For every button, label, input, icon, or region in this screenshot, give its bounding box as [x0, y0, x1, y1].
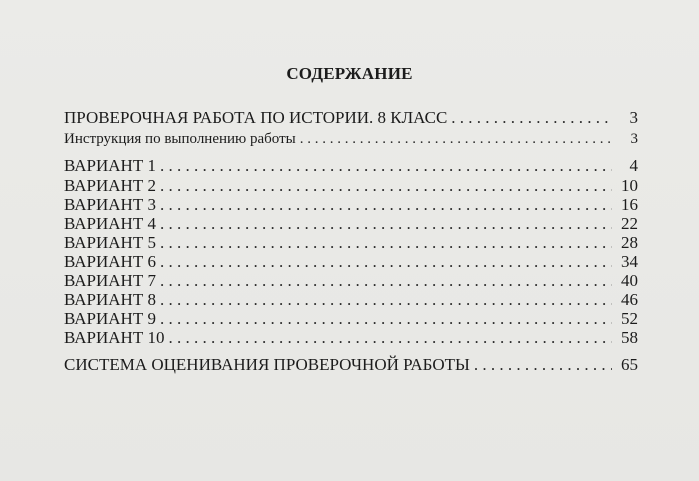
dot-leader	[160, 309, 612, 328]
toc-entry-label: ВАРИАНТ 3	[64, 195, 156, 214]
toc-entry-variant-2	[64, 176, 638, 195]
dot-leader	[160, 252, 612, 271]
dot-leader	[300, 130, 612, 149]
toc-entry-page: 40	[621, 271, 638, 290]
toc-entry-grading	[64, 355, 638, 374]
toc-entry-variant-1	[64, 156, 638, 175]
toc-entry-variant-3	[64, 195, 638, 214]
page-title: СОДЕРЖАНИЕ	[286, 64, 413, 83]
toc-entry-page: 16	[621, 195, 638, 214]
toc-entry-variant-6	[64, 252, 638, 271]
dot-leader	[474, 355, 612, 374]
toc-entry-page: 10	[621, 176, 638, 195]
dot-leader	[160, 214, 612, 233]
dot-leader	[168, 328, 612, 347]
toc-entry-label: ВАРИАНТ 6	[64, 252, 156, 271]
toc-entry-label: ВАРИАНТ 7	[64, 271, 156, 290]
toc-entry-page: 3	[629, 108, 638, 127]
toc-entry-label: ВАРИАНТ 2	[64, 176, 156, 195]
dot-leader	[160, 176, 612, 195]
dot-leader	[451, 108, 612, 127]
toc-entry-label: ПРОВЕРОЧНАЯ РАБОТА ПО ИСТОРИИ. 8 КЛАСС	[64, 108, 448, 127]
toc-entry-page: 34	[621, 252, 638, 271]
toc-entry-variant-9	[64, 309, 638, 328]
toc-entry-test-title	[64, 108, 638, 127]
toc-entry-page: 22	[621, 214, 638, 233]
toc-entry-variant-7	[64, 271, 638, 290]
toc-entry-page: 3	[630, 131, 638, 147]
dot-leader	[160, 156, 612, 175]
toc-entry-page: 28	[621, 233, 638, 252]
toc-entry-page: 58	[621, 328, 638, 347]
toc-entry-variant-10	[64, 328, 638, 347]
toc-entry-page: 65	[621, 355, 638, 374]
dot-leader	[160, 271, 612, 290]
dot-leader	[160, 195, 612, 214]
toc-entry-variant-8	[64, 290, 638, 309]
toc-entry-instructions	[64, 130, 638, 149]
toc-entry-page: 4	[629, 156, 638, 175]
toc-entry-variant-5	[64, 233, 638, 252]
toc-entry-page: 46	[621, 290, 638, 309]
dot-leader	[160, 290, 612, 309]
toc-entry-label: ВАРИАНТ 8	[64, 290, 156, 309]
toc-entry-label: ВАРИАНТ 10	[64, 328, 165, 347]
dot-leader	[160, 233, 612, 252]
toc-entry-label: ВАРИАНТ 5	[64, 233, 156, 252]
toc-entry-label: ВАРИАНТ 1	[64, 156, 156, 175]
toc-entry-variant-4	[64, 214, 638, 233]
toc-entry-label: ВАРИАНТ 9	[64, 309, 156, 328]
toc-entry-page: 52	[621, 309, 638, 328]
toc-entry-label: СИСТЕМА ОЦЕНИВАНИЯ ПРОВЕРОЧНОЙ РАБОТЫ	[64, 355, 470, 374]
toc-entry-label: Инструкция по выполнению работы	[64, 131, 296, 147]
toc-entry-label: ВАРИАНТ 4	[64, 214, 156, 233]
